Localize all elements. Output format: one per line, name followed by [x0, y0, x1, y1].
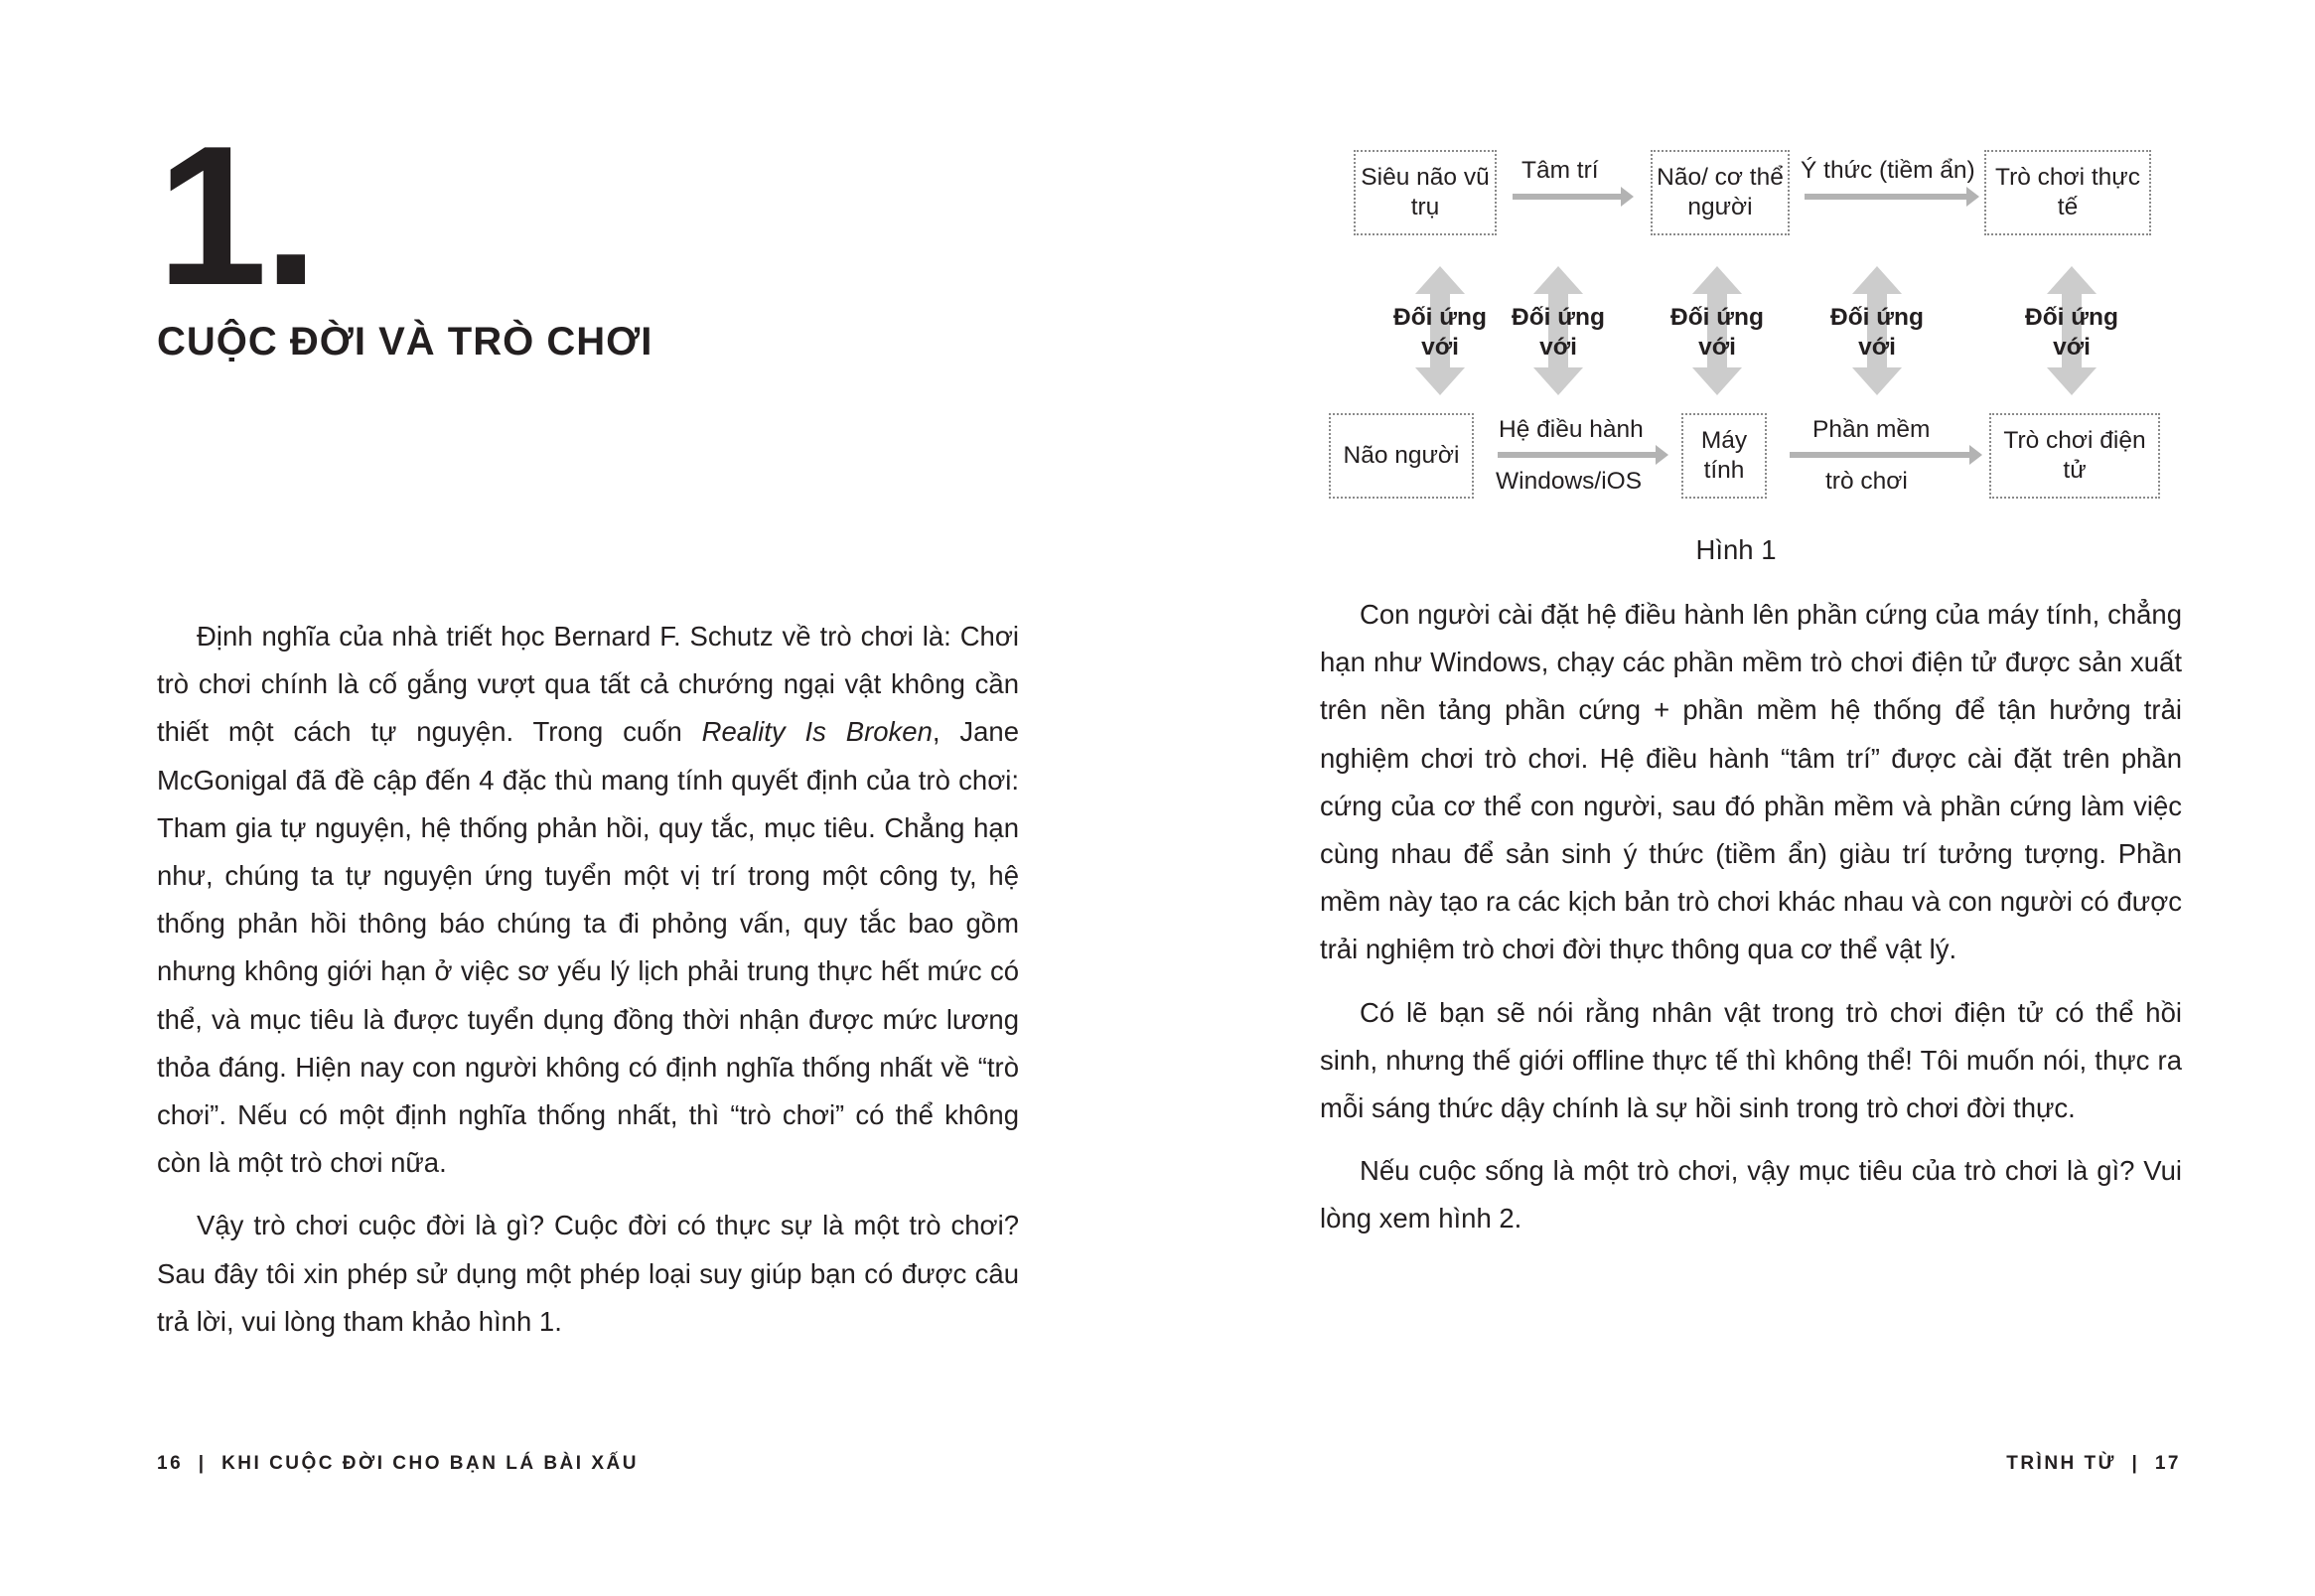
figure-arrows — [1157, 0, 2315, 596]
right-body-text — [1320, 591, 2182, 1258]
left-paragraph-1: Định nghĩa của nhà triết học Bernard F. Schutz về trò chơi là: Chơi trò chơi chính là cố gắng vượt qua tất cả chướng ngại vật không cần thiết một cách tự nguyện. Trong cuốn Reality Is Broken, Jane McGonigal đã đề cập đến 4 đặc thù mang tính quyết định của trò chơi: Tham gia tự nguyện, hệ thống phản hồi, quy tắc, mục tiêu. Chẳng hạn như, chúng ta tự nguyện ứng tuyển một vị trí trong một công ty, hệ thống phản hồi thông báo chúng ta đi phỏng vấn, quy tắc bao gồm nhưng không giới hạn ở việc sơ yếu lý lịch phải trung thực hết mức có thể, và mục tiêu là được tuyển dụng đồng thời nhận được mức lương thỏa đáng. Hiện nay con người không có định nghĩa thống nhất về “trò chơi”. Nếu có một định nghĩa thống nhất, thì “trò chơi” có thể không còn là một trò chơi nữa. — [157, 621, 1019, 1179]
box-real-game: Trò chơi thực tế — [1984, 150, 2151, 235]
correspondence-label-5: Đối ứng với — [2025, 304, 2118, 361]
footer-left: 16 | KHI CUỘC ĐỜI CHO BẠN LÁ BÀI XẤU — [157, 1453, 639, 1474]
label-mind: Tâm trí — [1521, 157, 1599, 184]
chapter-title: CUỘC ĐỜI VÀ TRÒ CHƠI — [157, 320, 653, 363]
arrow-right-software — [1790, 445, 1982, 465]
left-page — [0, 0, 1157, 1596]
correspondence-label-1: Đối ứng với — [1393, 304, 1487, 361]
label-windows-ios: Windows/iOS — [1496, 468, 1643, 495]
box-human-brain: Não người — [1329, 413, 1474, 499]
book-title: Reality Is Broken — [701, 716, 933, 748]
right-paragraph-2: Có lẽ bạn sẽ nói rằng nhân vật trong trò chơi điện tử có thể hồi sinh, nhưng thế giới offline thực tế thì không thể! Tôi muốn nói, thực ra mỗi sáng thức dậy chính là sự hồi sinh trong trò chơi đời thực. — [1320, 996, 2182, 1124]
box-computer: Máy tính — [1681, 413, 1767, 499]
right-paragraph-1: Con người cài đặt hệ điều hành lên phần cứng của máy tính, chẳng hạn như Windows, chạy các phần mềm trò chơi điện tử được sản xuất trên nền tảng phần cứng + phần mềm hệ thống để tận hưởng trải nghiệm chơi trò chơi. Hệ điều hành “tâm trí” được cài đặt trên phần cứng của cơ thể con người, sau đó phần mềm và phần cứng làm việc cùng nhau để sản sinh ý thức (tiềm ẩn) giàu trí tưởng tượng. Phần mềm này tạo ra các kịch bản trò chơi khác nhau và con người có được trải nghiệm trò chơi đời thực thông qua cơ thể vật lý. — [1320, 599, 2182, 965]
label-game: trò chơi — [1825, 468, 1908, 495]
arrow-right-consciousness — [1805, 187, 1979, 207]
chapter-number: 1. — [157, 105, 315, 327]
box-super-brain: Siêu não vũ trụ — [1354, 150, 1497, 235]
left-paragraph-2: Vậy trò chơi cuộc đời là gì? Cuộc đời có thực sự là một trò chơi? Sau đây tôi xin phép sử dụng một phép loại suy giúp bạn có được câu trả lời, vui lòng tham khảo hình 1. — [157, 1210, 1019, 1337]
box-brain-body: Não/ cơ thể người — [1651, 150, 1790, 235]
correspondence-label-4: Đối ứng với — [1830, 304, 1924, 361]
footer-right: TRÌNH TỪ | 17 — [2006, 1453, 2181, 1474]
figure-1 — [1157, 0, 2315, 596]
correspondence-label-2: Đối ứng với — [1512, 304, 1605, 361]
box-video-game: Trò chơi điện tử — [1989, 413, 2160, 499]
correspondence-label-3: Đối ứng với — [1670, 304, 1764, 361]
figure-caption: Hình 1 — [1695, 534, 1777, 565]
left-body-text — [157, 613, 1019, 1361]
label-consciousness: Ý thức (tiềm ẩn) — [1801, 157, 1975, 184]
right-page — [1157, 0, 2315, 1596]
arrow-right-mind — [1513, 187, 1634, 207]
arrow-right-os — [1498, 445, 1668, 465]
right-paragraph-3: Nếu cuộc sống là một trò chơi, vậy mục tiêu của trò chơi là gì? Vui lòng xem hình 2. — [1320, 1155, 2182, 1234]
label-software: Phần mềm — [1812, 416, 1931, 443]
label-os: Hệ điều hành — [1499, 416, 1644, 443]
